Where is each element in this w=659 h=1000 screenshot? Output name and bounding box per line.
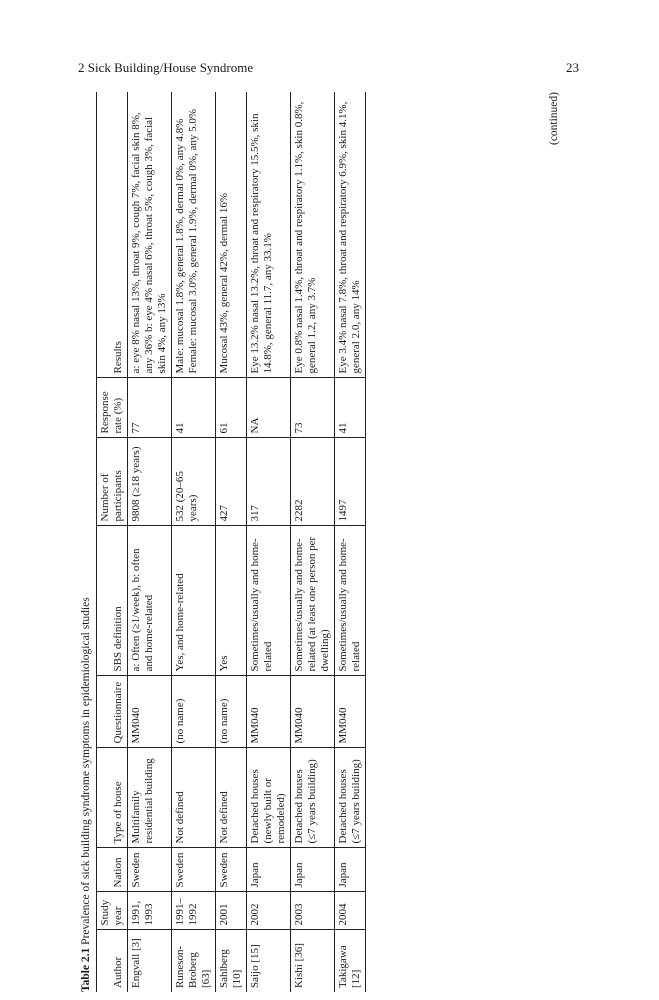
col-nation: Nation [97,848,128,892]
col-house-type: Type of house [97,748,128,848]
cell-author: Kishi [36] [291,930,335,992]
cell-results: a: eye 8% nasal 13%, throat 9%, cough 7%, facial skin 8%, any 36% b: eye 4% nasal 6%, throat 5%, cough 3%, facial skin 4%, any 13% [128,92,172,378]
cell-year: 1991, 1993 [128,892,172,930]
cell-nation: Japan [247,848,291,892]
cell-year: 1991–1992 [172,892,216,930]
running-header [78,60,579,80]
cell-results: Eye 3.4% nasal 7.8%, throat and respiratory 6.9%, skin 4.1%, general 2.0, any 14% [335,92,366,378]
cell-author: Engvall [3] [128,930,172,992]
cell-results: Mucosal 43%, general 42%, dermal 16% [216,92,247,378]
col-author: Author [97,930,128,992]
cell-house: Multifamily residential building [128,748,172,848]
table-row [128,92,172,992]
col-participants: Number of participants [97,438,128,526]
cell-house: Detached houses (newly built or remodeled) [247,748,291,848]
cell-nation: Sweden [172,848,216,892]
cell-year: 2003 [291,892,335,930]
caption-text: Prevalence of sick building syndrome symptoms in epidemiological studies [80,597,92,945]
cell-definition: Yes, and home-related [172,526,216,676]
table-row [172,92,216,992]
cell-response: 41 [172,378,216,438]
cell-definition: Yes [216,526,247,676]
col-response-rate: Response rate (%) [97,378,128,438]
cell-house: Detached houses (≤7 years building) [291,748,335,848]
prevalence-table [96,92,366,992]
cell-house: Not defined [216,748,247,848]
cell-nation: Sweden [216,848,247,892]
cell-definition: Sometimes/usually and home-related [247,526,291,676]
cell-questionnaire: (no name) [172,676,216,748]
cell-nation: Japan [291,848,335,892]
cell-questionnaire: MM040 [247,676,291,748]
cell-results: Eye 0.8% nasal 1.4%, throat and respiratory 1.1%, skin 0.8%, general 1.2, any 3.7% [291,92,335,378]
col-study-year: Study year [97,892,128,930]
cell-questionnaire: (no name) [216,676,247,748]
cell-response: 41 [335,378,366,438]
cell-results: Eye 13.2% nasal 13.2%, throat and respiratory 15.5%, skin 14.8%, general 11.7, any 33.1% [247,92,291,378]
cell-year: 2004 [335,892,366,930]
cell-year: 2001 [216,892,247,930]
col-results: Results [97,92,128,378]
cell-author: Takigawa [12] [335,930,366,992]
cell-participants: 9808 (≥18 years) [128,438,172,526]
cell-results: Male: mucosal 1.8%, general 1.8%, dermal 0%, any 4.8% Female: mucosal 3.0%, general 1.9%, dermal 0%, any 5.0% [172,92,216,378]
cell-questionnaire: MM040 [291,676,335,748]
cell-author: Runeson-Broberg [63] [172,930,216,992]
table-row [291,92,335,992]
cell-response: 61 [216,378,247,438]
cell-participants: 532 (20–65 years) [172,438,216,526]
chapter-title: 2 Sick Building/House Syndrome [78,60,254,75]
cell-definition: Sometimes/usually and home-related [335,526,366,676]
rotated-table-content [80,92,580,992]
cell-nation: Sweden [128,848,172,892]
table-header-row [97,92,128,992]
table-row [335,92,366,992]
cell-questionnaire: MM040 [335,676,366,748]
page-number: 23 [566,60,579,75]
cell-questionnaire: MM040 [128,676,172,748]
cell-definition: Sometimes/usually and home-related (at least one person per dwelling) [291,526,335,676]
cell-year: 2002 [247,892,291,930]
cell-author: Saijo [15] [247,930,291,992]
caption-label: Table 2.1 [80,947,92,992]
continued-note: (continued) [548,92,560,146]
cell-participants: 2282 [291,438,335,526]
table-caption [80,597,92,992]
cell-response: 73 [291,378,335,438]
col-sbs-definition: SBS definition [97,526,128,676]
cell-nation: Japan [335,848,366,892]
cell-definition: a: Often (≥1/week), b: often and home-related [128,526,172,676]
cell-response: 77 [128,378,172,438]
cell-response: NA [247,378,291,438]
cell-participants: 1497 [335,438,366,526]
table-row [247,92,291,992]
rotated-table-area [80,92,580,992]
cell-participants: 317 [247,438,291,526]
table-row [216,92,247,992]
cell-author: Sahlberg [10] [216,930,247,992]
cell-house: Detached houses (≤7 years building) [335,748,366,848]
cell-participants: 427 [216,438,247,526]
col-questionnaire: Questionnaire [97,676,128,748]
cell-house: Not defined [172,748,216,848]
